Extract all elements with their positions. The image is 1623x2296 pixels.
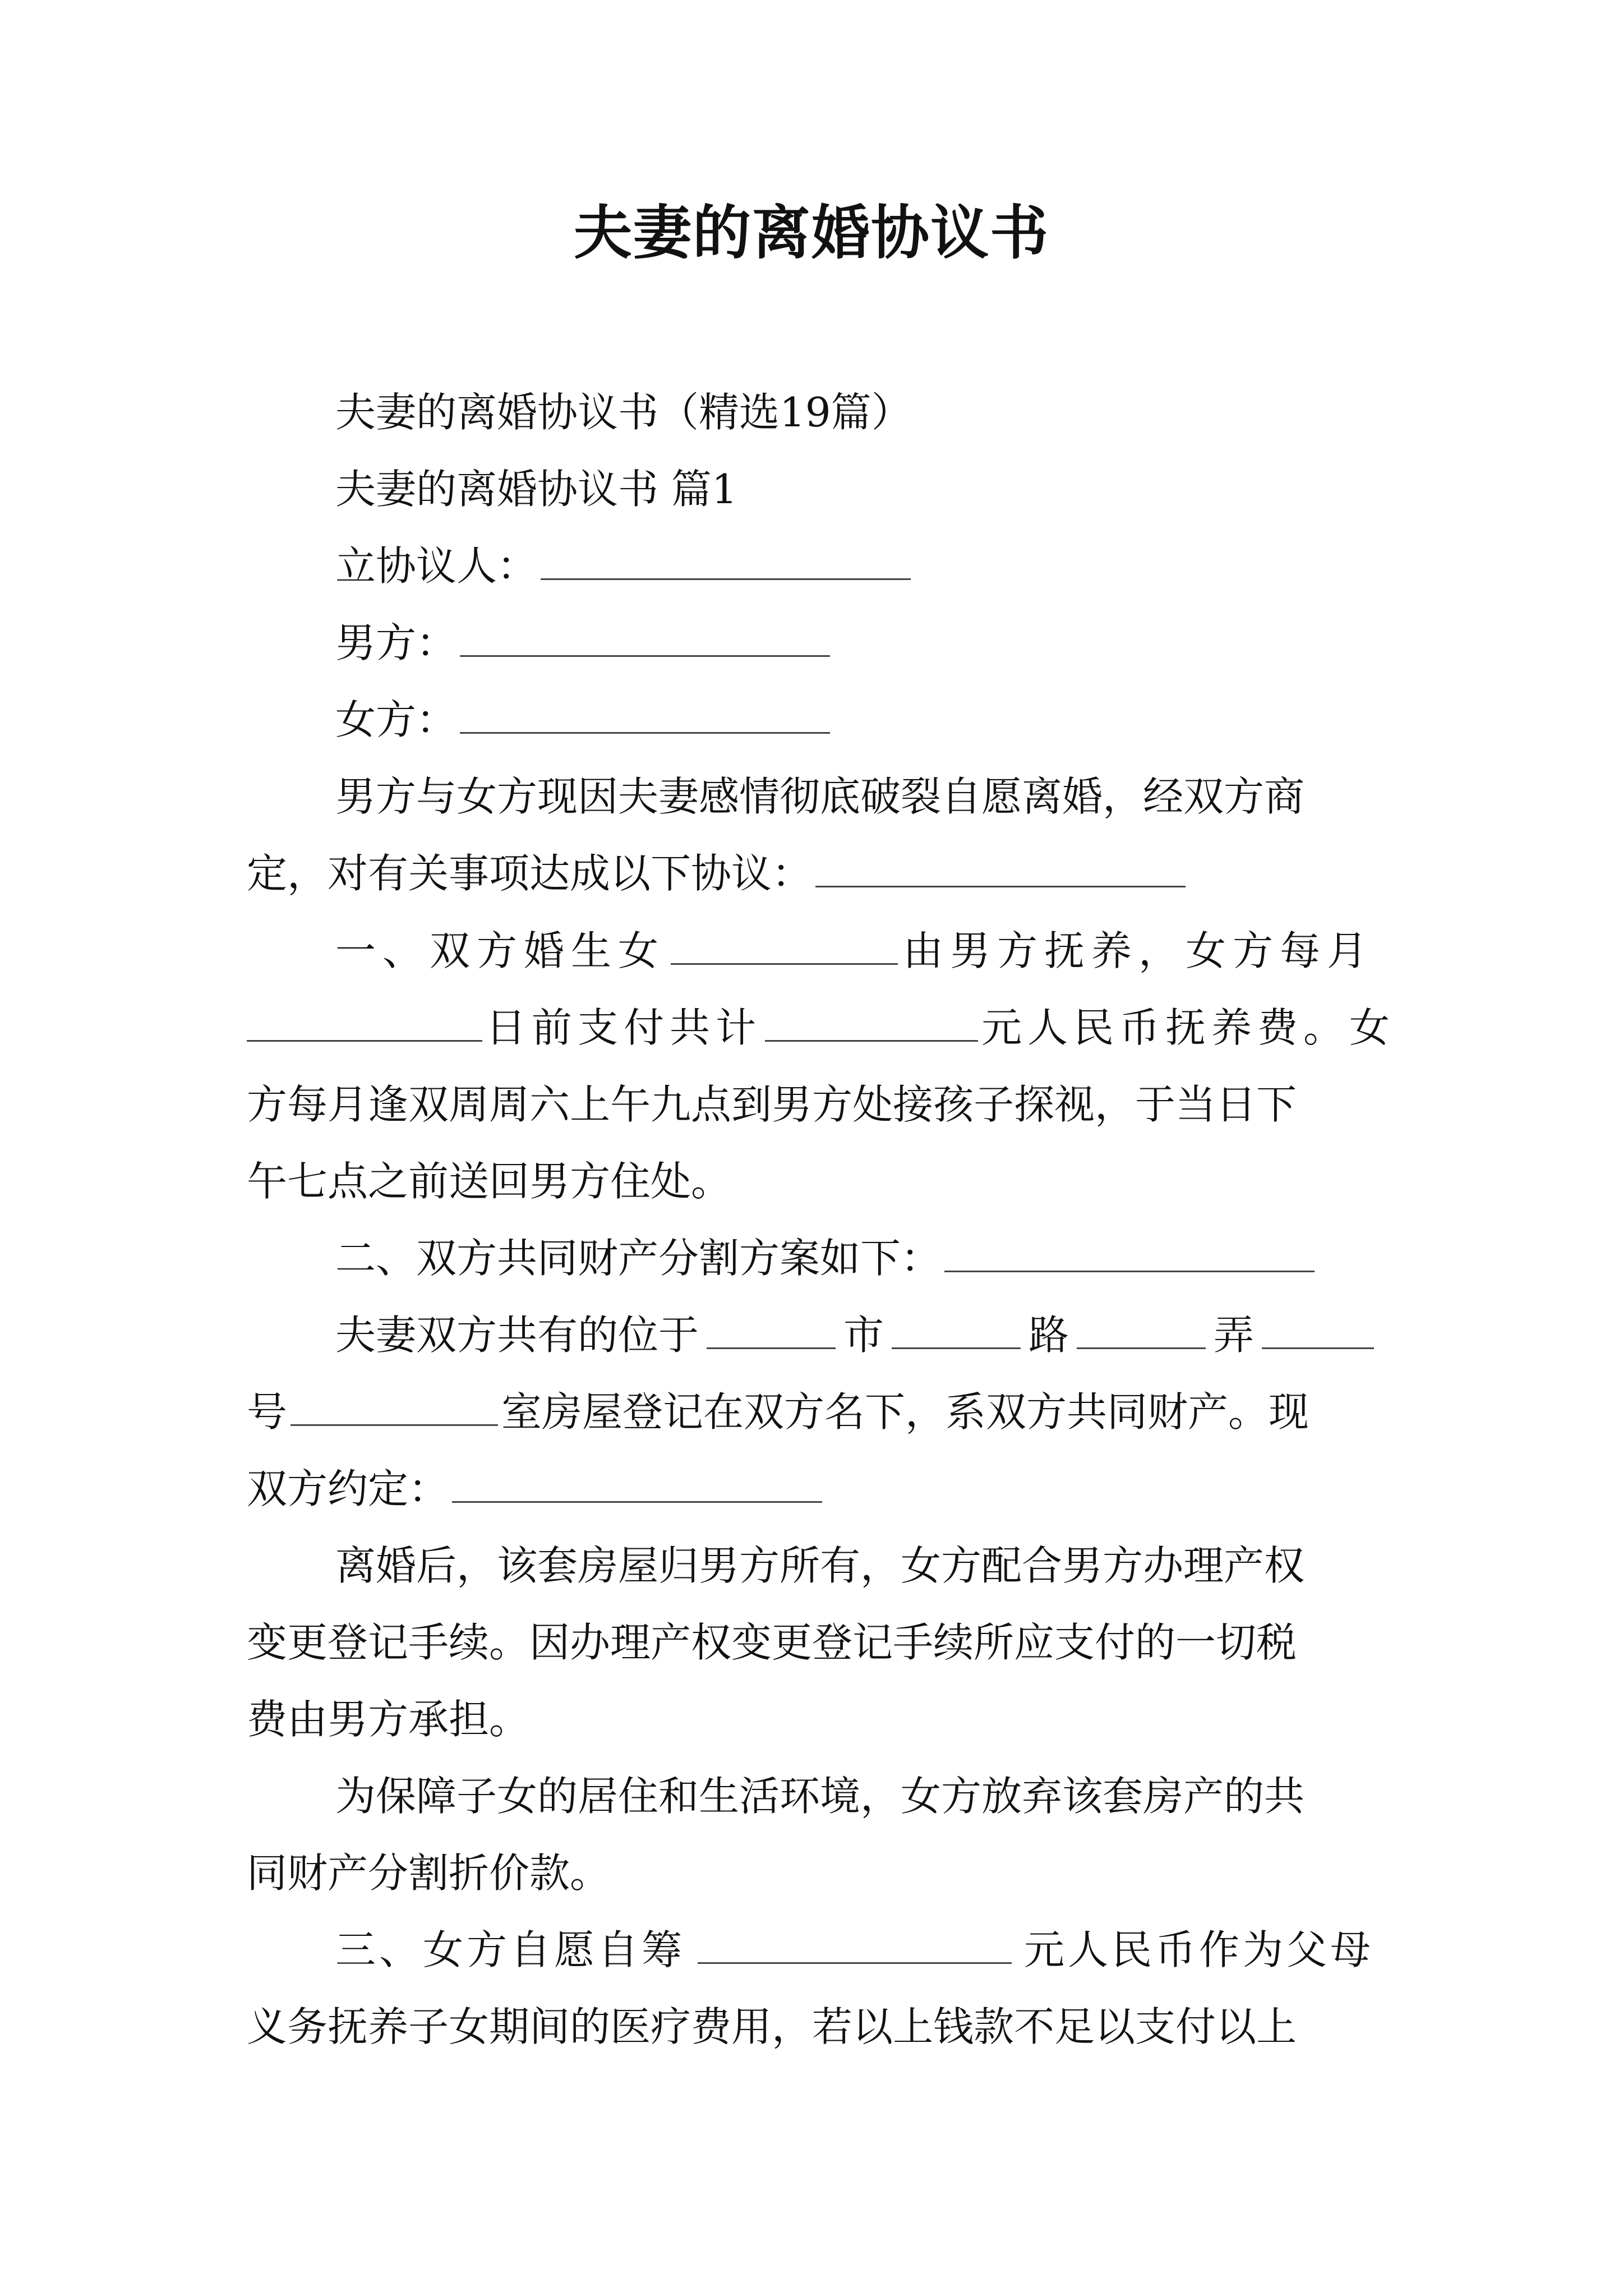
blank-line: [1077, 1313, 1206, 1349]
paragraph-line: [335, 1304, 1374, 1366]
paragraph-line: 变更登记手续。因办理产权变更登记手续所应支付的一切税: [247, 1619, 1297, 1666]
man-label: 男方：: [335, 619, 457, 666]
paragraph-text: 一、双方婚生女: [335, 927, 666, 974]
blank-line: [671, 928, 898, 965]
blank-line: [698, 1927, 1012, 1964]
blank-line: [1262, 1313, 1374, 1349]
blank-line: [291, 1389, 498, 1426]
paragraph-line: [335, 920, 1374, 982]
paragraph-line: 午七点之前送回男方住处。: [247, 1158, 732, 1205]
blank-line: [892, 1313, 1021, 1349]
blank-line: [815, 851, 1186, 887]
paragraph-text: 三、女方自愿自筹: [335, 1926, 686, 1973]
party-line: [335, 535, 914, 597]
paragraph-text: 双方约定：: [247, 1465, 449, 1512]
paragraph-line: [247, 843, 1189, 904]
paragraph-line: 义务抚养子女期间的医疗费用，若以上钱款不足以支付以上: [247, 2003, 1297, 2050]
paragraph-line: [335, 1227, 1318, 1289]
blank-line: [944, 1236, 1315, 1272]
man-blank: [460, 620, 830, 657]
paragraph-line: [335, 1919, 1374, 1981]
paragraph-text: 弄: [1213, 1312, 1254, 1359]
paragraph-line: 男方与女方现因夫妻感情彻底破裂自愿离婚，经双方商: [335, 773, 1305, 820]
paragraph-text: 日前支付共计: [486, 1004, 762, 1051]
party-blank: [541, 544, 911, 580]
blank-line: [765, 1005, 978, 1042]
party-label: 立协议人：: [335, 542, 538, 590]
woman-label: 女方：: [335, 696, 457, 743]
woman-line: [335, 689, 833, 751]
man-line: [335, 612, 833, 674]
paragraph-line: 离婚后，该套房屋归男方所有，女方配合男方办理产权: [335, 1542, 1305, 1589]
paragraph-text: 市: [843, 1312, 884, 1359]
paragraph-line: 方每月逢双周周六上午九点到男方处接孩子探视，于当日下: [247, 1081, 1297, 1128]
paragraph-line: 为保障子女的居住和生活环境，女方放弃该套房产的共: [335, 1773, 1305, 1820]
paragraph-line: [247, 1381, 1309, 1443]
paragraph-text: 由男方抚养，女方每月: [902, 927, 1374, 974]
subtitle: 夫妻的离婚协议书（精选19篇）: [335, 389, 912, 436]
paragraph-text: 室房屋登记在双方名下，系双方共同财产。现: [501, 1388, 1310, 1435]
section-heading: 夫妻的离婚协议书 篇1: [335, 466, 737, 513]
paragraph-text: 号: [247, 1388, 288, 1435]
page-title: 夫妻的离婚协议书: [573, 198, 1049, 267]
blank-line: [452, 1466, 822, 1503]
paragraph-text: 元人民币作为父母: [1023, 1926, 1374, 1973]
paragraph-text: 元人民币抚养费。女: [981, 1004, 1396, 1051]
paragraph-text: 路: [1028, 1312, 1069, 1359]
paragraph-line: [247, 997, 1396, 1059]
blank-line: [247, 1005, 482, 1042]
woman-blank: [460, 697, 830, 734]
paragraph-line: 费由男方承担。: [247, 1696, 530, 1743]
blank-line: [707, 1313, 836, 1349]
paragraph-line: [247, 1458, 826, 1520]
paragraph-text: 二、双方共同财产分割方案如下：: [335, 1235, 942, 1282]
paragraph-text: 夫妻双方共有的位于: [335, 1312, 699, 1359]
paragraph-text: 定，对有关事项达成以下协议：: [247, 850, 813, 897]
paragraph-line: 同财产分割折价款。: [247, 1849, 611, 1897]
